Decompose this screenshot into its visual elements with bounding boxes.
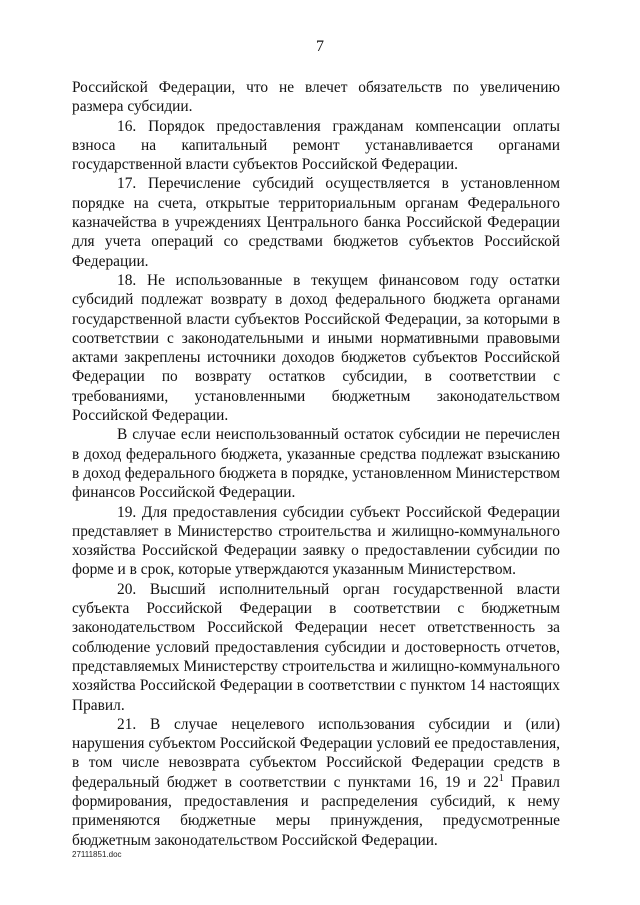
paragraph-continuation: Российской Федерации, что не влечет обязательств по увеличению размера субсидии.: [72, 79, 560, 116]
paragraph-21-text-before: 21. В случае нецелевого использования субсидии и (или) нарушения субъектом Российской Федерации условий ее предоставления, в том числе невозврата субъектом Российской Федерации средств в федеральный бюджет в соответствии с пунктами 16, 19 и 22: [72, 715, 560, 791]
paragraph-20: 20. Высший исполнительный орган государственной власти субъекта Российской Федерации в соответствии с бюджетным законодательством Российской Федерации несет ответственность за соблюдение условий предоставления субсидии и достоверность отчетов, представляемых Министерству строительства и жилищно-коммунального хозяйства Российской Федерации в соответствии с пунктом 14 настоящих Правил.: [72, 580, 560, 714]
paragraph-21-text-after: Правил формирования, предоставления и распределения субсидий, к нему применяются бюджетные меры принуждения, предусмотренные бюджетным законодательством Российской Федерации.: [72, 773, 560, 849]
document-body: [72, 78, 560, 850]
paragraph-21: [72, 715, 560, 850]
page-number: 7: [316, 38, 324, 55]
paragraph-19: 19. Для предоставления субсидии субъект Российской Федерации представляет в Министерство строительства и жилищно-коммунального хозяйства Российской Федерации заявку о предоставлении субсидии по форме и в срок, которые утверждаются указанным Министерством.: [72, 503, 560, 579]
paragraph-18: 18. Не использованные в текущем финансовом году остатки субсидий подлежат возврату в доход федерального бюджета органами государственной власти субъектов Российской Федерации, за которыми в соответствии с законодательными и иными нормативными правовыми актами закреплены источники доходов бюджетов субъектов Российской Федерации по возврату остатков субсидии, в соответствии с требованиями, установленными бюджетным законодательством Российской Федерации.: [72, 271, 560, 425]
footnote-superscript: 1: [498, 772, 504, 784]
paragraph-17: 17. Перечисление субсидий осуществляется в установленном порядке на счета, открытые территориальным органам Федерального казначейства в учреждениях Центрального банка Российской Федерации для учета операций со средствами бюджетов субъектов Российской Федерации.: [72, 175, 560, 270]
document-filename: 27111851.doc: [72, 850, 122, 859]
paragraph-16: 16. Порядок предоставления гражданам компенсации оплаты взноса на капитальный ремонт устанавливается органами государственной власти субъектов Российской Федерации.: [72, 117, 560, 174]
paragraph-18-second: В случае если неиспользованный остаток субсидии не перечислен в доход федерального бюджета, указанные средства подлежат взысканию в доход федерального бюджета в порядке, установленном Министерством финансов Российской Федерации.: [72, 426, 560, 502]
